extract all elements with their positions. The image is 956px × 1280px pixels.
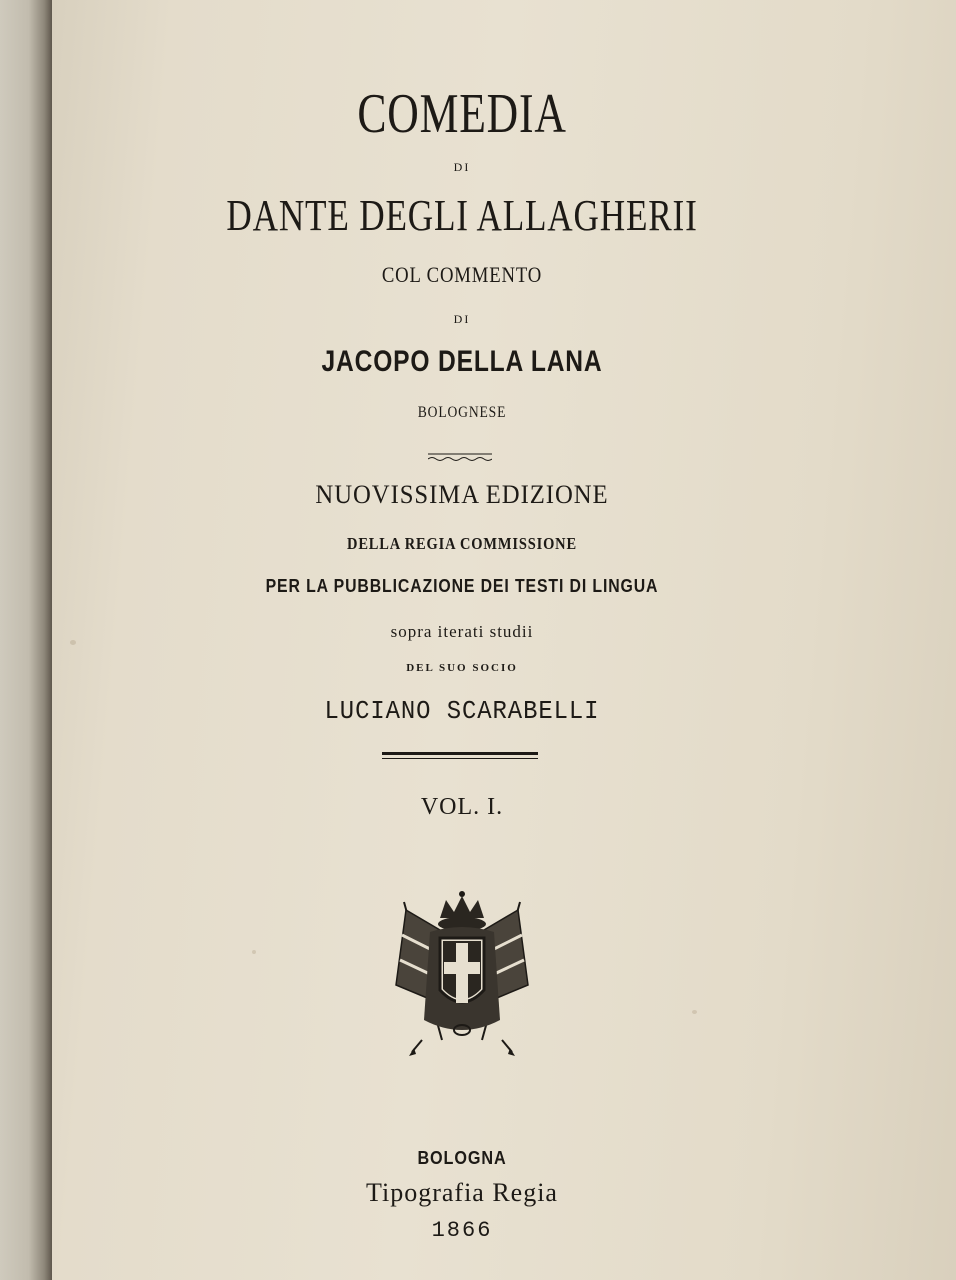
volume-number: VOL. I. bbox=[420, 794, 504, 820]
title-page bbox=[52, 0, 956, 1280]
publication-year: 1866 bbox=[431, 1218, 493, 1243]
commentator-origin: BOLOGNESE bbox=[417, 404, 507, 421]
edition-line: NUOVISSIMA EDIZIONE bbox=[315, 480, 609, 509]
commento-line: COL COMMENTO bbox=[381, 262, 543, 287]
book-title: COMEDIA bbox=[357, 83, 567, 145]
ornamental-divider bbox=[428, 450, 492, 462]
savoy-coat-of-arms-icon bbox=[382, 890, 542, 1060]
author-name: DANTE DEGLI ALLAGHERII bbox=[226, 191, 698, 240]
preposition-di-2: DI bbox=[453, 312, 471, 326]
studies-line: sopra iterati studii bbox=[390, 622, 534, 641]
purpose-line: PER LA PUBBLICAZIONE DEI TESTI DI LINGUA bbox=[265, 576, 659, 596]
socio-line: DEL SUO SOCIO bbox=[406, 662, 518, 674]
commission-line: DELLA REGIA COMMISSIONE bbox=[347, 534, 577, 553]
publication-place: BOLOGNA bbox=[417, 1148, 507, 1168]
book-gutter bbox=[0, 0, 52, 1280]
double-rule bbox=[382, 752, 538, 764]
editor-name: LUCIANO SCARABELLI bbox=[324, 696, 600, 726]
preposition-di: DI bbox=[453, 160, 471, 174]
printer-name: Tipografia Regia bbox=[366, 1178, 558, 1207]
commentator-name: JACOPO DELLA LANA bbox=[321, 345, 603, 378]
